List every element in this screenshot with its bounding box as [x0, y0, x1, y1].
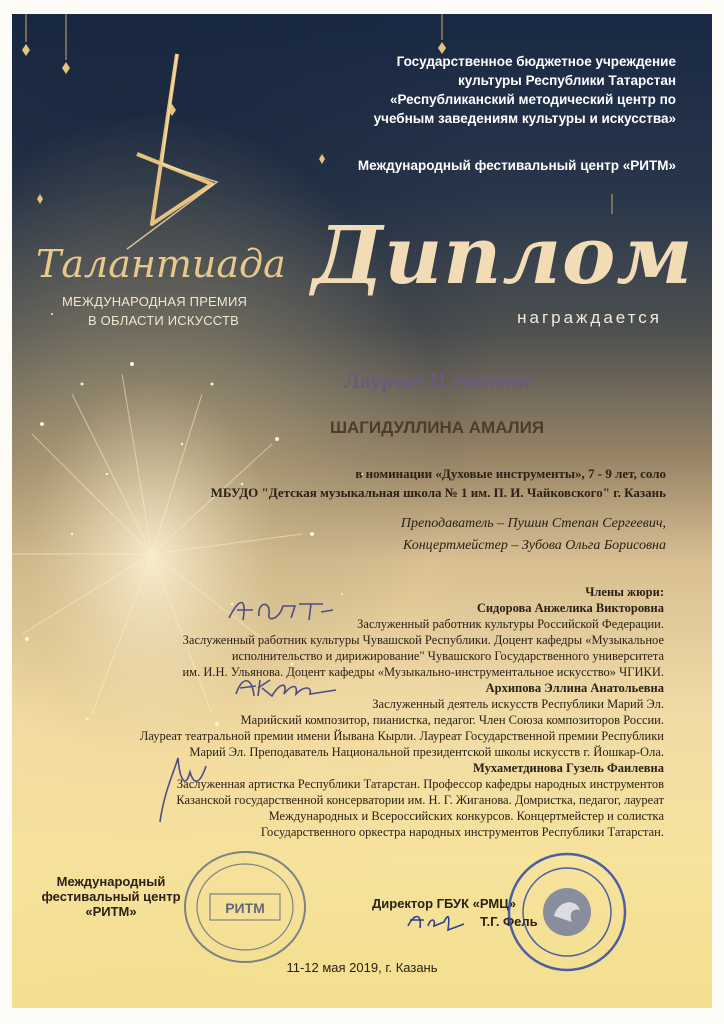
accompanist: Концертмейстер – Зубова Ольга Борисовна [402, 538, 666, 553]
jury-member-line: Марий Эл. Преподаватель Национальной президентской школы искусств г. Йошкар-Ола. [189, 745, 664, 759]
header-line: Государственное бюджетное учреждение [396, 54, 676, 69]
stamp-text: РИТМ [225, 900, 265, 916]
date-place: 11-12 мая 2019, г. Казань [286, 960, 438, 975]
signature-arkhipova [232, 672, 342, 702]
director-name: Т.Г. Фель [480, 914, 538, 929]
jury-member-line: исполнительство и дирижирование" Чувашского Государственного университета [231, 649, 664, 663]
director-title: Директор ГБУК «РМЦ» [372, 896, 516, 911]
organization-header [374, 52, 676, 128]
jury-member-name: Сидорова Анжелика Викторовна [476, 601, 664, 615]
director-signature [404, 906, 474, 936]
jury-member-line: Государственного оркестра народных инструментов Республики Татарстан. [260, 825, 664, 839]
festival-center-title: Международный фестивальный центр «РИТМ» [357, 158, 676, 173]
jury-member-name: Мухаметдинова Гузель Фаилевна [472, 761, 664, 775]
jury-member-line: Заслуженный работник культуры Чувашской Республики. Доцент кафедры «Музыкальное [182, 633, 664, 647]
jury-member-line: Казанской государственной консерватории им. Н. Г. Жиганова. Домристка, педагог, лауреат [176, 793, 664, 807]
jury-member-line: Заслуженный работник культуры Российской Федерации. [357, 617, 664, 631]
awarded-label: награждается [517, 308, 662, 327]
header-line: культуры Республики Татарстан [458, 73, 676, 88]
jury-member-line: Марийский композитор, пианистка, педагог. Член Союза композиторов России. [240, 713, 664, 727]
footer-left-org [36, 874, 186, 919]
rmc-stamp [502, 850, 632, 974]
jury-member-line: им. И.Н. Ульянова. Доцент кафедры «Музыкально-инструментальное искусство» ЧГИКИ. [182, 665, 664, 679]
school: МБУДО "Детская музыкальная школа № 1 им. П. И. Чайковского" г. Казань [210, 485, 666, 500]
jury-member-line: Заслуженный деятель искусств Республики Марий Эл. [372, 697, 664, 711]
jury-member-line: Лауреат театральной премии имени Йывана Кырли. Лауреат Государственной премии Республики [139, 729, 664, 743]
header-line: «Республиканский методический центр по [389, 92, 676, 107]
header-line: учебным заведениям культуры и искусства» [373, 111, 676, 126]
festival-stamp [180, 848, 310, 966]
signature-sidorova [225, 592, 335, 626]
brand-subtitle: В ОБЛАСТИ ИСКУССТВ [88, 313, 239, 328]
footer-left-line: Международный [56, 874, 166, 889]
signature-mukhametdinova [150, 752, 210, 826]
nomination: в номинации «Духовые инструменты», 7 - 9 лет, соло [355, 466, 666, 481]
jury-heading: Члены жюри: [585, 585, 664, 599]
teacher: Преподаватель – Пушин Степан Сергеевич, [400, 516, 666, 531]
laureate-degree: Лауреат II степени [343, 368, 531, 393]
footer-left-line: фестивальный центр [41, 889, 181, 904]
jury-member-name: Архипова Эллина Анатольевна [485, 681, 664, 695]
footer-left-line: «РИТМ» [85, 904, 137, 919]
brand-name: Талантиада [36, 242, 286, 286]
jury-member-line: Международных и Всероссийских конкурсов. Концертмейстер и солистка [268, 809, 664, 823]
jury-member-line: Заслуженная артистка Республики Татарстан. Профессор кафедры народных инструментов [176, 777, 664, 791]
recipient-name: ШАГИДУЛЛИНА АМАЛИЯ [329, 418, 545, 437]
page-title: Диплом [312, 208, 694, 302]
jury-list [140, 584, 664, 840]
brand-subtitle: МЕЖДУНАРОДНАЯ ПРЕМИЯ [62, 294, 248, 309]
